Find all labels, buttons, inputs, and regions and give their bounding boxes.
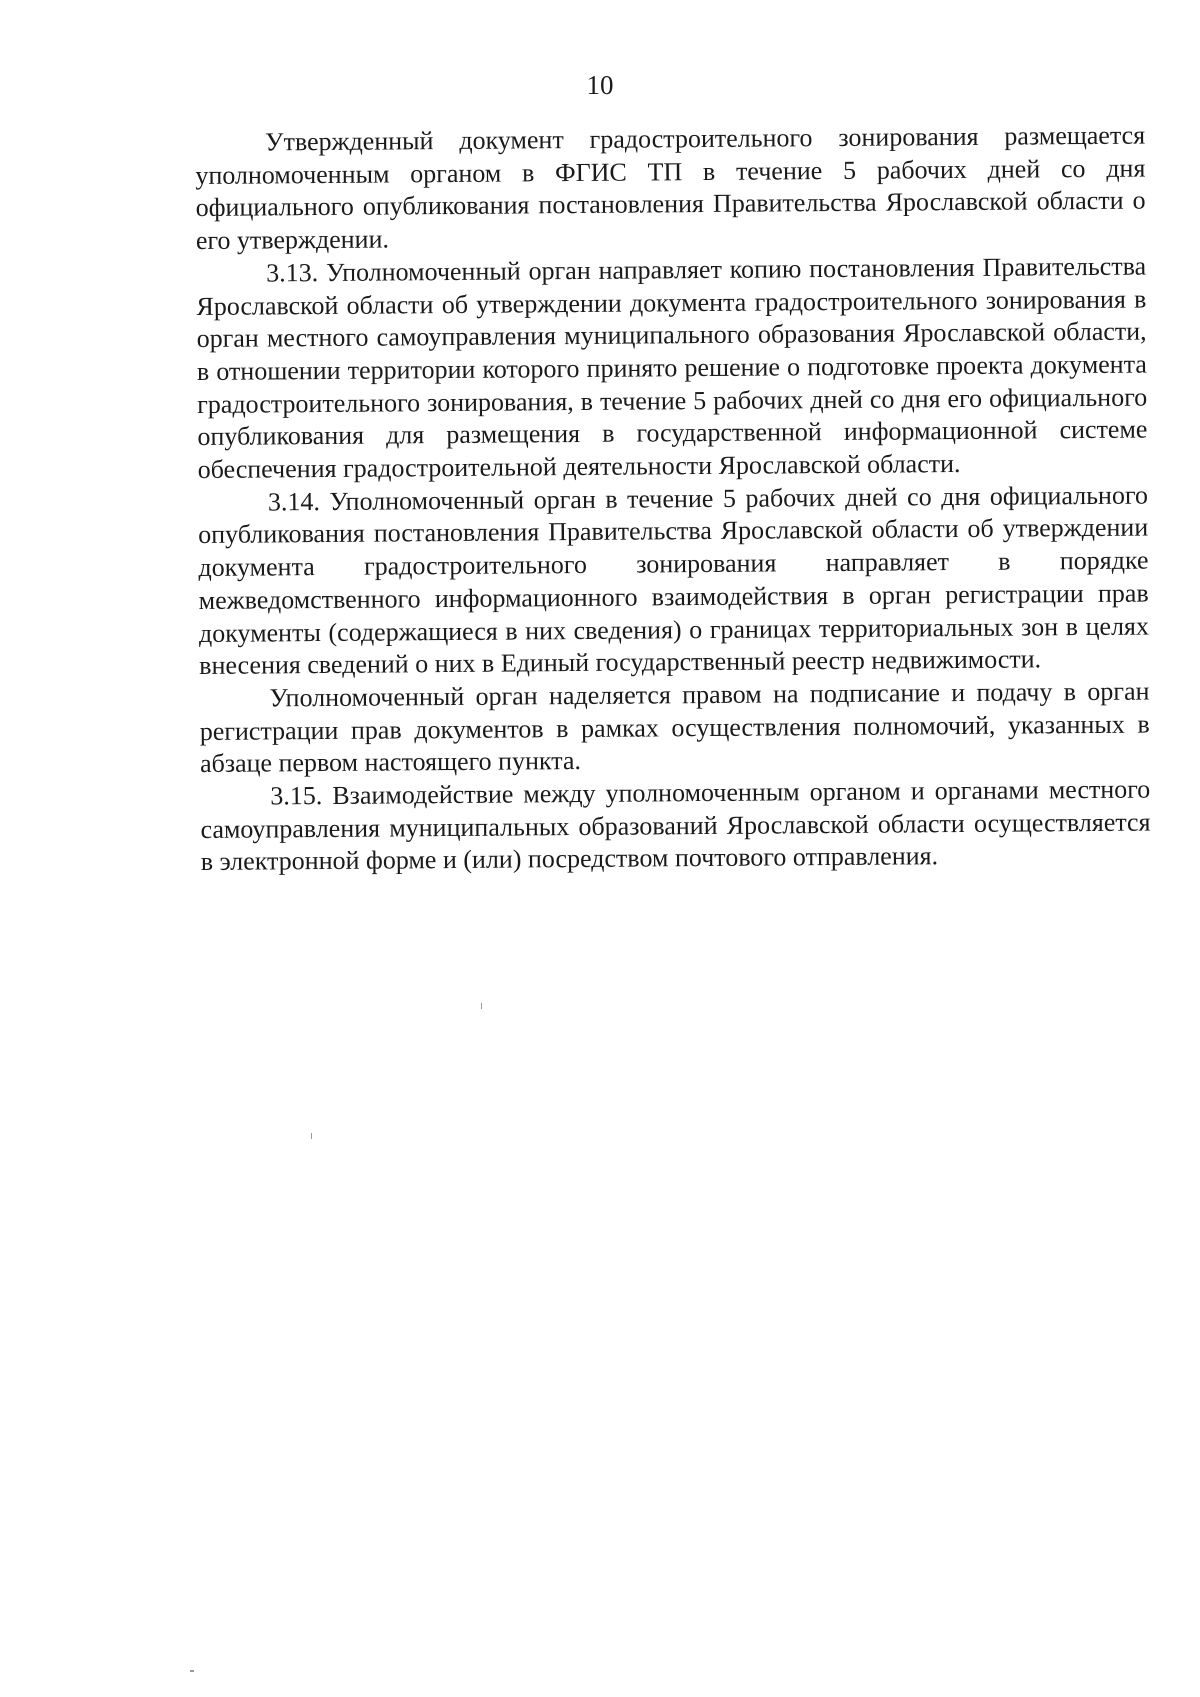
document-body: [195, 120, 1151, 880]
scan-speck: [190, 1670, 194, 1672]
page-number: 10: [586, 70, 614, 100]
paragraph-3-15: 3.15. Взаимодействие между уполномоченным органом и органами местного самоуправления муниципальных образований Ярославской области осуществляется в электронной форме и (или) посредством почтового отправления.: [200, 774, 1151, 877]
scan-speck: [311, 1133, 312, 1139]
scan-speck: [481, 1003, 482, 1009]
paragraph-publication: Утвержденный документ градостроительного зонирования размещается уполномоченным органом в ФГИС ТП в течение 5 рабочих дней со дня официального опубликования постановления Правительства Ярославской области о его утверждении.: [195, 120, 1146, 256]
paragraph-3-14: 3.14. Уполномоченный орган в течение 5 рабочих дней со дня официального опубликования постановления Правительства Ярославской области об утверждении документа градостроительного зонирования направляет в порядке межведомственного информационного взаимодействия в орган регистрации прав документы (содержащиеся в них сведения) о границах территориальных зон в целях внесения сведений о них в Единый государственный реестр недвижимости.: [198, 480, 1150, 681]
paragraph-signing-rights: Уполномоченный орган наделяется правом на подписание и подачу в орган регистрации прав документов в рамках осуществления полномочий, указанных в абзаце первом настоящего пункта.: [199, 676, 1150, 779]
paragraph-3-13: 3.13. Уполномоченный орган направляет копию постановления Правительства Ярославской области об утверждении документа градостроительного зонирования в орган местного самоуправления муниципального образования Ярославской области, в отношении территории которого принято решение о подготовке проекта документа градостроительного зонирования, в течение 5 рабочих дней со дня его официального опубликования для размещения в государственной информационной системе обеспечения градостроительной деятельности Ярославской области.: [196, 251, 1148, 485]
